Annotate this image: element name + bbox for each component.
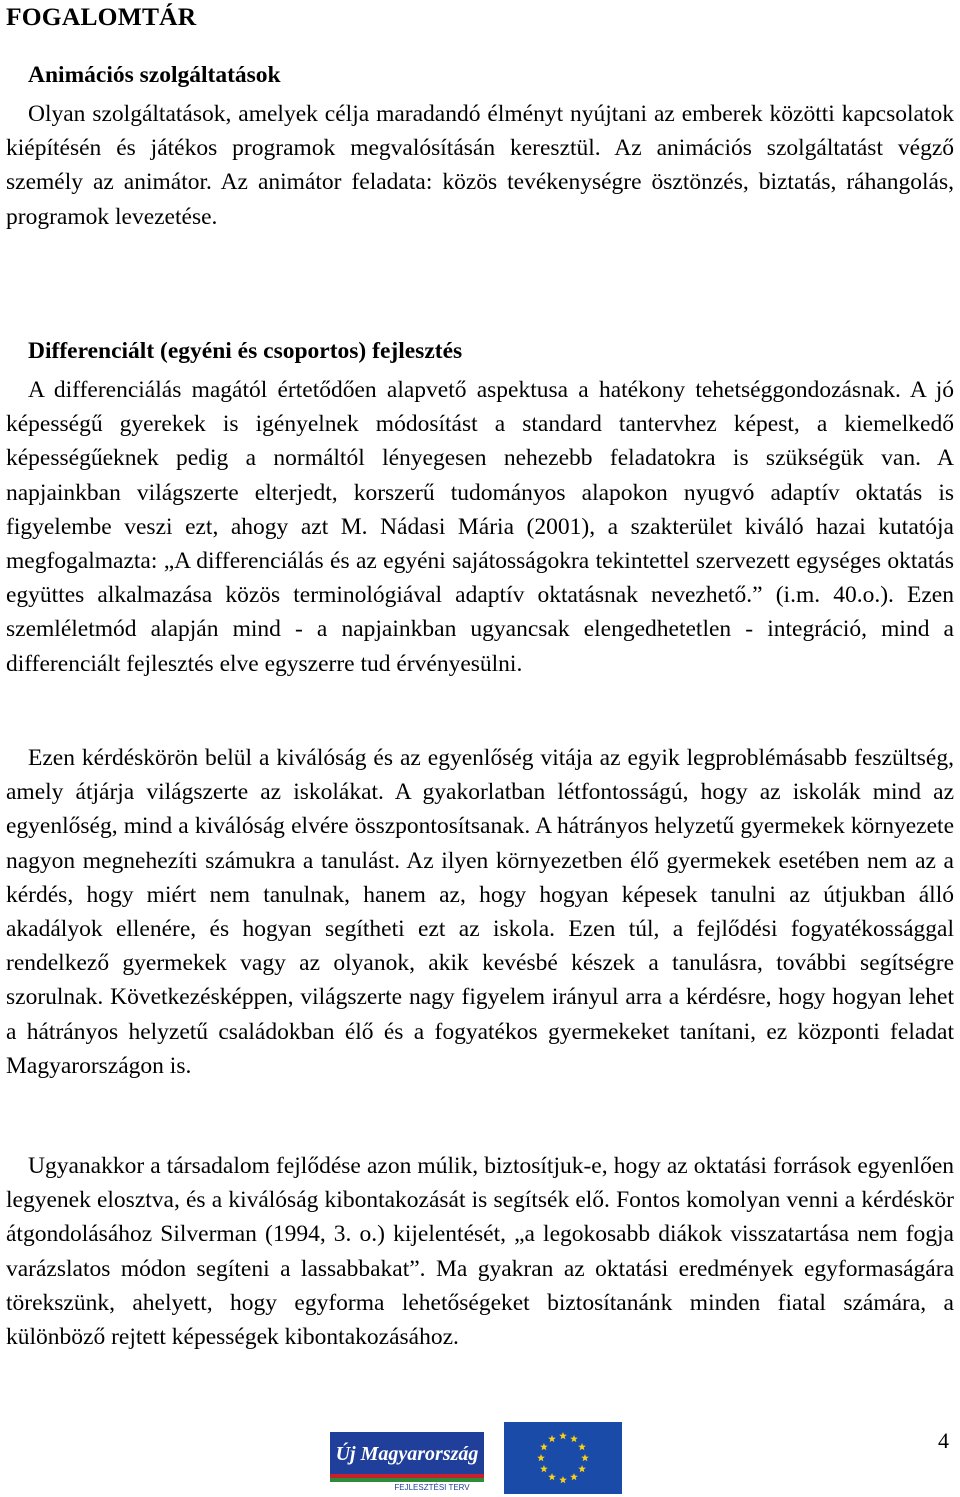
page-footer	[0, 1420, 960, 1497]
logo-hu-subtext: FEJLESZTÉSI TERV	[394, 1483, 470, 1492]
document-title: FOGALOMTÁR	[6, 2, 197, 31]
paragraph-differentiation-2: Ezen kérdéskörön belül a kiválóság és az egyenlőség vitája az egyik legproblémásabb feszültség, amely átjárja világszerte az iskolákat. A gyakorlatban létfontosságú, hogy az iskolák mind az egyenlőség, mind a kiválóság elvére összpontosítsanak. A hátrányos helyzetű gyermekek környezete nagyon megnehezíti számukra a tanulást. Az ilyen környezetben élő gyermekek esetében nem az a kérdés, hogy miért nem tanulnak, hanem az, hogy hogyan képesek tanulni az útjukban álló akadályok ellenére, és hogyan segítheti ezt az iskola. Ezen túl, a fejlődési fogyatékossággal rendelkező gyermekek vagy az olyanok, akik kevésbé készek a tanulásra, további segítségre szorulnak. Következésképpen, világszerte nagy figyelem irányul arra a kérdésre, hogy hogyan lehet a hátrányos helyzetű családokban élő és a fogyatékos gyermekeket tanítani, ez központi feladat Magyarországon is.	[6, 745, 954, 1079]
logo-hu-text: Új Magyarország	[335, 1443, 479, 1465]
uj-magyarorszag-logo	[328, 1422, 486, 1492]
paragraph-differentiation-3: Ugyanakkor a társadalom fejlődése azon múlik, biztosítjuk-e, hogy az oktatási források egyenlően legyenek elosztva, és a kiválóság kibontakozását is segítsék elő. Fontos komolyan venni a kérdéskör átgondolásához Silverman (1994, 3. o.) kijelentését, „a legokosabb diákok visszatartása nem fogja varázslatos módon segíteni a lassabbakat”. Ma gyakran az oktatási eredmények egyformaságára törekszünk, ahelyett, hogy egyforma lehetőségeket biztosítanánk minden fiatal számára, a különböző rejtett képességek kibontakozásához.	[6, 1153, 954, 1351]
page-number: 4	[938, 1428, 949, 1453]
paragraph-animation: Olyan szolgáltatások, amelyek célja maradandó élményt nyújtani az emberek közötti kapcsolatok kiépítésén és játékos programok megvalósításán keresztül. Az animációs szolgáltatást végző személy az animátor. Az animátor feladata: közös tevékenységre ösztönzés, biztatás, ráhangolás, programok levezetése.	[6, 101, 954, 230]
section-heading-differentiated: Differenciált (egyéni és csoportos) fejlesztés	[28, 338, 463, 364]
eu-flag-logo	[504, 1422, 622, 1494]
section-heading-animation: Animációs szolgáltatások	[28, 62, 281, 88]
paragraph-differentiation-1: A differenciálás magától értetődően alapvető aspektusa a hatékony tehetséggondozásnak. A jó képességű gyerekek is igényelnek módosítást a standard tantervhez képest, a kiemelkedő képességűeknek pedig a normáltól lényegesen nehezebb feladatokra is szükségük van. A napjainkban világszerte elterjedt, korszerű tudományos alapokon nyugvó adaptív oktatás is figyelembe veszi ezt, ahogy azt M. Nádasi Mária (2001), a szakterület kiváló hazai kutatója megfogalmazta: „A differenciálás és az egyéni sajátosságokra tekintettel szervezett egységes oktatás együttes alkalmazása közös terminológiával adaptív oktatásnak nevezhető.” (i.m. 40.o.). Ezen szemléletmód alapján mind - a napjainkban ugyancsak elengedhetetlen - integráció, mind a differenciált fejlesztés elve egyszerre tud érvényesülni.	[6, 377, 954, 677]
